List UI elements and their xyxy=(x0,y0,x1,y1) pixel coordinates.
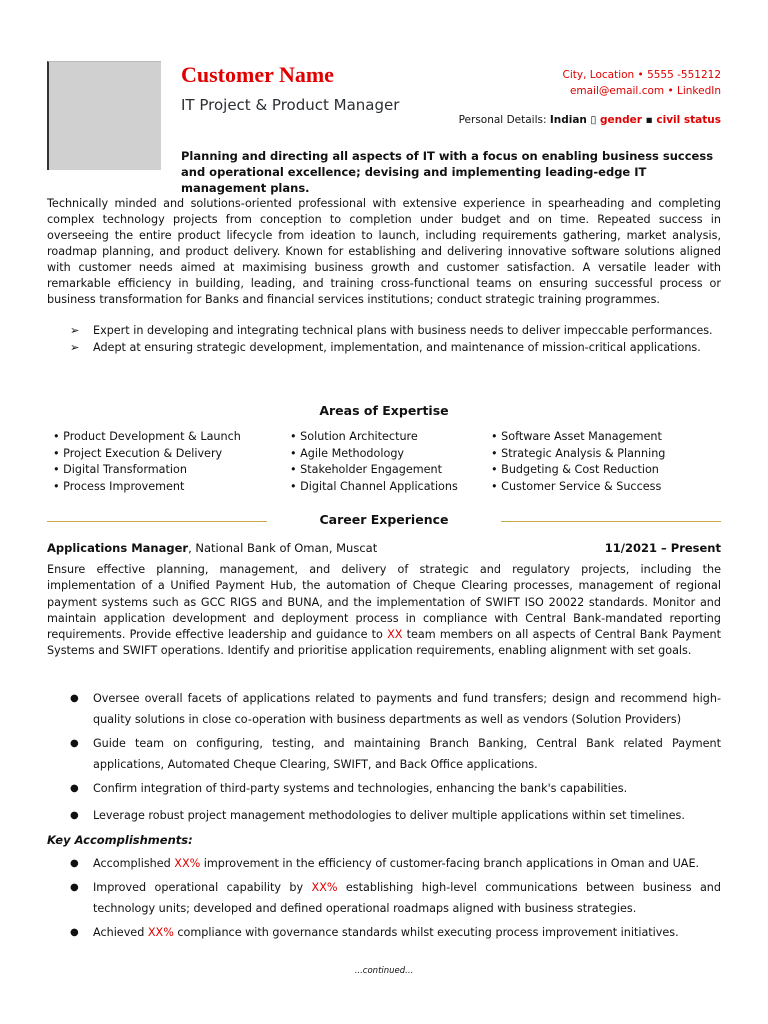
career-heading: Career Experience xyxy=(319,512,449,527)
contact-location-phone: City, Location • 5555 -551212 xyxy=(562,69,721,81)
expertise-column-1 xyxy=(53,429,241,495)
continued-note: ...continued... xyxy=(354,966,414,976)
tagline: Planning and directing all aspects of IT with a focus on enabling business success and operational excellence; devising and implementing leading-edge IT management plans. xyxy=(181,149,714,195)
list-item: ● Accomplished XX% improvement in the efficiency of customer-facing branch applications in Oman and UAE. xyxy=(70,853,721,874)
profile-photo-placeholder xyxy=(47,61,161,170)
list-item: • Project Execution & Delivery xyxy=(53,446,241,463)
expertise-column-2 xyxy=(290,429,458,495)
accomplishments-list xyxy=(70,853,721,943)
list-item: • Software Asset Management xyxy=(491,429,665,446)
list-item: • Strategic Analysis & Planning xyxy=(491,446,665,463)
bullet-icon: ● xyxy=(70,738,79,749)
arrow-bullet-icon: ➢ xyxy=(70,324,80,337)
job-header xyxy=(47,541,721,555)
highlights-list xyxy=(70,323,721,357)
list-item: ➢ Adept at ensuring strategic development, implementation, and maintenance of mission-critical applications. xyxy=(70,341,701,354)
list-item: • Budgeting & Cost Reduction xyxy=(491,462,665,479)
civil-status: civil status xyxy=(656,114,721,126)
duties-list xyxy=(70,688,721,826)
expertise-heading: Areas of Expertise xyxy=(319,403,449,418)
list-item: • Agile Methodology xyxy=(290,446,458,463)
list-item: • Stakeholder Engagement xyxy=(290,462,458,479)
job-dates: 11/2021 – Present xyxy=(604,541,721,555)
list-item: ● Confirm integration of third-party systems and technologies, enhancing the bank's capabilities. xyxy=(70,778,721,799)
list-item: ● Achieved XX% compliance with governance standards whilst executing process improvement initiatives. xyxy=(70,922,721,943)
bullet-icon: ● xyxy=(70,810,79,821)
placeholder-xx: XX xyxy=(387,628,403,642)
list-item: • Product Development & Launch xyxy=(53,429,241,446)
candidate-role: IT Project & Product Manager xyxy=(181,96,400,114)
bullet-icon: ● xyxy=(70,882,79,893)
list-item: • Digital Transformation xyxy=(53,462,241,479)
key-accomplishments-heading: Key Accomplishments: xyxy=(47,833,193,847)
list-item: • Digital Channel Applications xyxy=(290,479,458,496)
candidate-name: Customer Name xyxy=(181,62,334,87)
nationality: Indian xyxy=(549,114,587,126)
professional-summary: Technically minded and solutions-oriented professional with extensive experience in spearheading and completing complex technology projects from conception to completion under budget and on time. Repeated success in overseeing the entire product lifecycle from ideation to launch, including requirements gathering, market analysis, roadmap planning, and product delivery. Known for establishing and delivering innovative software solutions aligned with customer needs aimed at maximising business growth and customer satisfaction. A versatile leader with remarkable efficiency in building, leading, and training cross-functional teams on ensuring successful process or business transformation for Banks and financial services institutions; conduct strategic training programmes. xyxy=(47,197,721,306)
bullet-icon: ● xyxy=(70,693,79,704)
list-item: ➢ Expert in developing and integrating technical plans with business needs to deliver impeccable performances. xyxy=(70,324,713,337)
list-item: ● Guide team on configuring, testing, and maintaining Branch Banking, Central Bank related Payment applications, Automated Cheque Clearing, SWIFT, and Back Office applications. xyxy=(70,733,721,775)
arrow-bullet-icon: ➢ xyxy=(70,341,80,354)
job-description: Ensure effective planning, management, and delivery of strategic and regulatory projects, including the implementation of a Unified Payment Hub, the automation of Cheque Clearing processes, management of regional payment systems such as GCC RIGS and BUNA, and the implementation of SWIFT ISO 20022 standards. Monitor and maintain application development and deployment process in compliance with Central Bank-mandated reporting requirements. Provide effective leadership and guidance to XX team members on all aspects of Central Bank Payment Systems and SWIFT operations. Identify and prioritise application requirements, enabling alignment with set goals. xyxy=(47,563,721,658)
personal-label: Personal Details: xyxy=(458,114,550,126)
bullet-icon: ● xyxy=(70,783,79,794)
job-title: Applications Manager xyxy=(47,541,189,555)
bullet-icon: ● xyxy=(70,858,79,869)
contact-email-linkedin[interactable]: email@email.com • LinkedIn xyxy=(569,85,721,97)
contact-block xyxy=(563,67,721,99)
list-item: ● Leverage robust project management methodologies to deliver multiple applications within set timelines. xyxy=(70,805,721,826)
list-item: • Solution Architecture xyxy=(290,429,458,446)
personal-details: Personal Details: Indian ▯ gender ▪ civil status xyxy=(458,114,721,126)
list-item: ● Improved operational capability by XX% establishing high-level communications between business and technology units; developed and defined operational roadmaps aligned with business strategies. xyxy=(70,877,721,919)
gender: gender xyxy=(600,114,642,126)
bullet-icon: ● xyxy=(70,927,79,938)
employer: , National Bank of Oman, Muscat xyxy=(188,541,378,555)
list-item: ● Oversee overall facets of applications related to payments and fund transfers; design and recommend high-quality solutions in close co-operation with business departments as well as vendors (Solution Providers) xyxy=(70,688,721,730)
expertise-column-3 xyxy=(491,429,665,495)
divider-right xyxy=(501,521,721,522)
list-item: • Customer Service & Success xyxy=(491,479,665,496)
list-item: • Process Improvement xyxy=(53,479,241,496)
